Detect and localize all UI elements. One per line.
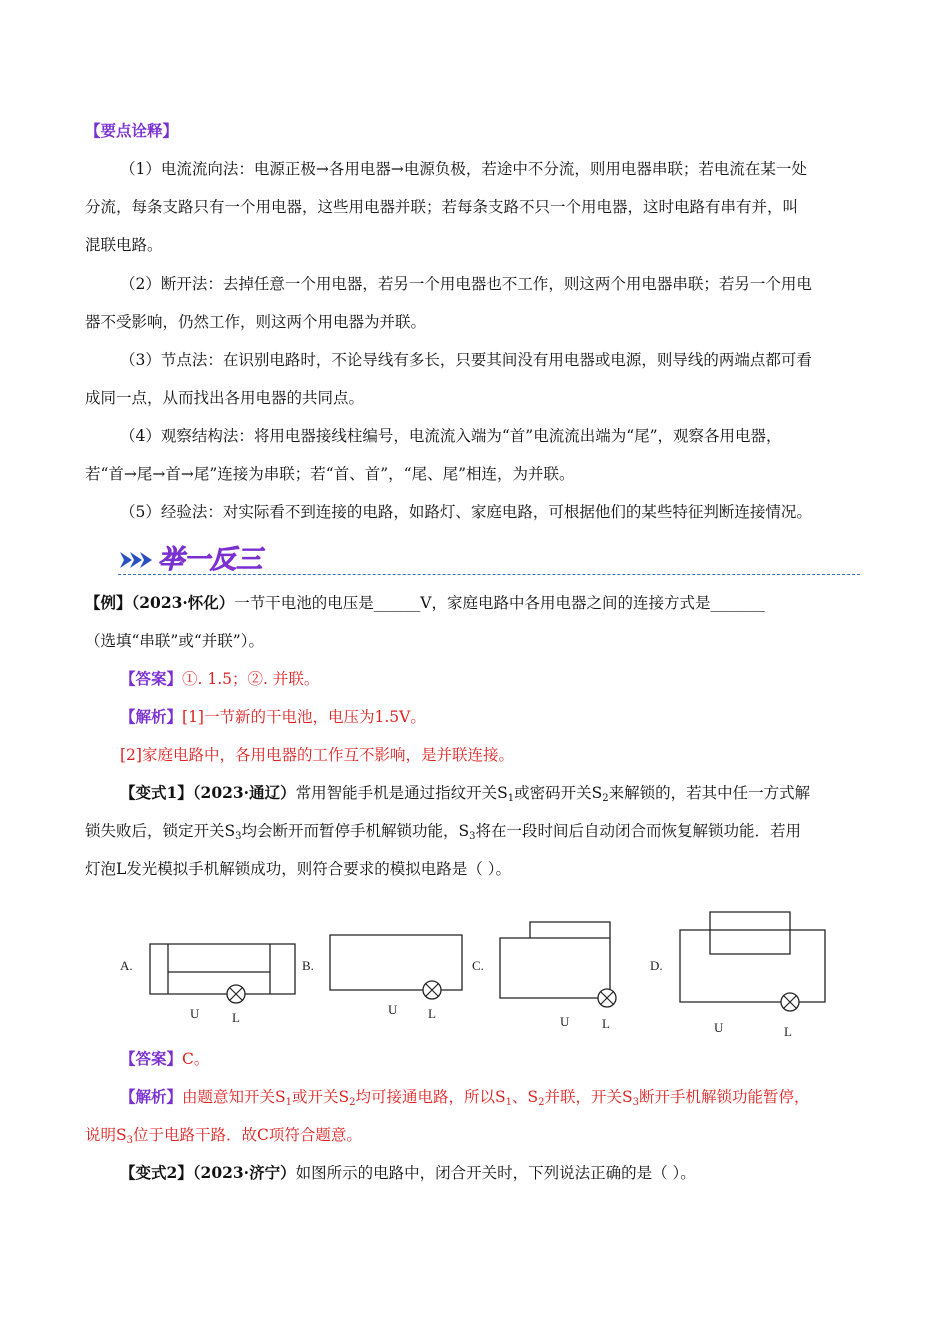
point-4-line-1: （4）观察结构法：将用电器接线柱编号，电流流入端为“首”电流流出端为“尾”，观察各用电器，	[120, 427, 782, 445]
variant1-question-line-1: 【变式1】（2023·通辽）常用智能手机是通过指纹开关$S_1$或密码开关$S_2$来解锁的，若其中任一方式解	[120, 783, 811, 804]
label-l-c: L	[602, 1016, 610, 1031]
example-question-line-2: （选填“串联”或“并联”）。	[85, 632, 264, 650]
banner-text: 举一反三	[158, 545, 263, 574]
example-question-line-1: 【例】（2023·怀化）一节干电池的电压是______V，家庭电路中各用电器之间的连接方式是_______	[85, 593, 765, 612]
label-l-b: L	[428, 1006, 436, 1021]
example-answer: 【答案】①. 1.5；②. 并联。	[120, 669, 320, 688]
point-4-line-2: 若“首→尾→首→尾”连接为串联；若“首、首”，“尾、尾”相连，为并联。	[85, 465, 575, 483]
separator-line	[118, 574, 860, 575]
variant1-analysis-line-1: 【解析】由题意知开关$S_1$或开关$S_2$均可接通电路，所以$S_1$、$S_2$并联，开关$S_3$断开手机解锁功能暂停，	[120, 1087, 810, 1108]
point-1-line-2: 分流，每条支路只有一个用电器，这些用电器并联；若每条支路不只一个用电器，这时电路有串有并，叫	[85, 198, 799, 216]
point-2-line-2: 器不受影响，仍然工作，则这两个用电器为并联。	[85, 313, 427, 331]
label-u-d: U	[714, 1020, 724, 1035]
section-heading: 【要点诠释】	[85, 121, 179, 140]
variant1-answer: 【答案】C。	[120, 1049, 210, 1068]
section-banner	[118, 538, 278, 574]
arrow-icon	[120, 552, 152, 568]
variant1-question-line-2: 锁失败后，锁定开关$S_3$均会断开而暂停手机解锁功能，$S_3$将在一段时间后自动闭合而恢复解锁功能．若用	[85, 822, 802, 842]
label-l-d: L	[784, 1024, 792, 1039]
label-u-a: U	[190, 1006, 200, 1021]
option-d-label: D.	[650, 958, 663, 973]
circuit-options-figure	[110, 890, 860, 1040]
point-1-line-1: （1）电流流向法：电源正极→各用电器→电源负极，若途中不分流，则用电器串联；若电流在某一处	[120, 160, 807, 178]
variant1-analysis-line-2: 说明$S_3$位于电路干路．故C项符合题意。	[85, 1126, 362, 1146]
example-analysis-2: [2]家庭电路中，各用电器的工作互不影响，是并联连接。	[120, 746, 514, 764]
option-c-label: C.	[472, 958, 484, 973]
label-u-b: U	[388, 1002, 398, 1017]
point-3-line-1: （3）节点法：在识别电路时，不论导线有多长，只要其间没有用电器或电源，则导线的两端点都可看	[120, 351, 812, 369]
point-3-line-2: 成同一点，从而找出各用电器的共同点。	[85, 389, 365, 407]
variant2-question: 【变式2】（2023·济宁）如图所示的电路中，闭合开关时，下列说法正确的是（ ）。	[120, 1163, 696, 1182]
label-u-c: U	[560, 1014, 570, 1029]
point-5-line-1: （5）经验法：对实际看不到连接的电路，如路灯、家庭电路，可根据他们的某些特征判断连接情况。	[120, 503, 812, 521]
label-l-a: L	[232, 1010, 240, 1025]
example-analysis-1: 【解析】[1]一节新的干电池，电压为1.5V。	[120, 707, 426, 726]
point-1-line-3: 混联电路。	[85, 236, 163, 254]
option-b-label: B.	[302, 958, 314, 973]
option-a-label: A.	[120, 958, 133, 973]
variant1-question-line-3: 灯泡L发光模拟手机解锁成功，则符合要求的模拟电路是（ ）。	[85, 860, 511, 878]
point-2-line-1: （2）断开法：去掉任意一个用电器，若另一个用电器也不工作，则这两个用电器串联；若另一个用电	[120, 275, 812, 293]
